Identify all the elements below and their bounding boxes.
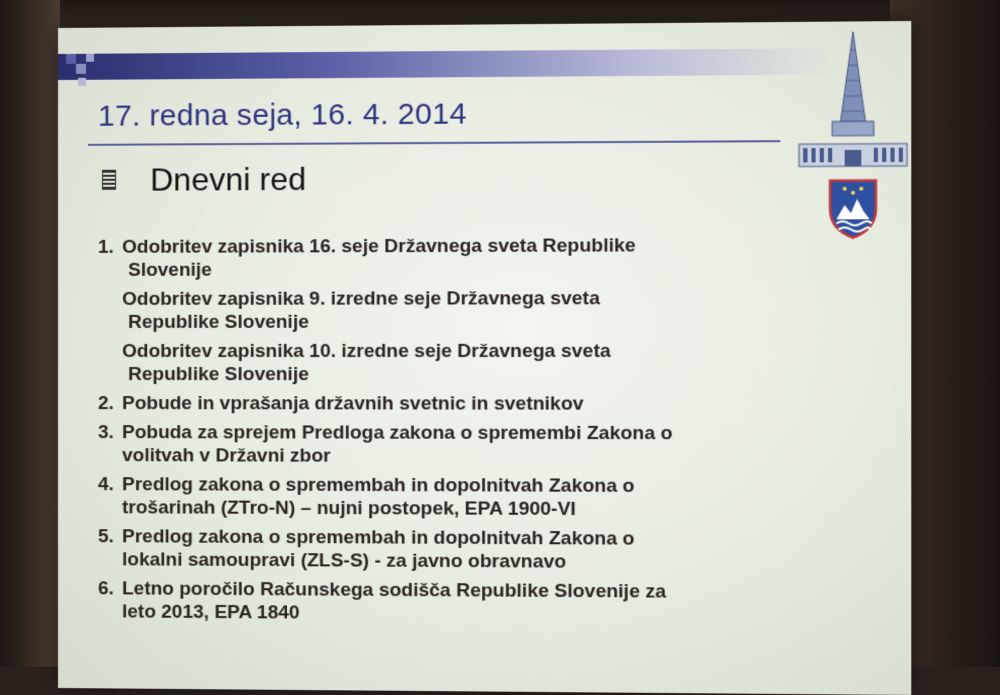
title-divider (88, 140, 780, 146)
pixel-decoration (76, 64, 86, 74)
slovenia-coat-of-arms-icon (830, 180, 876, 237)
pixel-decoration (86, 54, 94, 62)
room-wall-left (0, 0, 60, 667)
pixel-decoration (66, 54, 76, 64)
pixel-decoration (78, 78, 86, 86)
document-lines-icon (102, 170, 116, 190)
agenda-item: 5. Predlog zakona o spremembah in dopolnitvah Zakona o lokalni samoupravi (ZLS-S) - za javno obravnavo (98, 525, 832, 575)
agenda-item: 4. Predlog zakona o spremembah in dopolnitvah Zakona o trošarinah (ZTro-N) – nujni postopek, EPA 1900-VI (98, 473, 832, 522)
agenda-item: 3. Pobuda za sprejem Predloga zakona o spremembi Zakona o volitvah v Državni zbor (98, 421, 832, 469)
agenda-item: Odobritev zapisnika 9. izredne seje Državnega sveta Republike Slovenije (98, 287, 832, 334)
parliament-building-logo (791, 29, 912, 244)
slide-header-bar (58, 48, 832, 80)
agenda-item: 2. Pobude in vprašanja državnih svetnic in svetnikov (98, 392, 832, 416)
agenda-item: 6. Letno poročilo Računskega sodišča Republike Slovenije za leto 2013, EPA 1840 (98, 577, 832, 628)
agenda-list (98, 234, 832, 635)
projection-screen (58, 21, 911, 695)
agenda-item: Odobritev zapisnika 10. izredne seje Državnega sveta Republike Slovenije (98, 340, 832, 387)
agenda-item: 1. Odobritev zapisnika 16. seje Državnega sveta Republike Slovenije (98, 234, 832, 282)
slide-title: 17. redna seja, 16. 4. 2014 (98, 97, 467, 133)
slide-heading: Dnevni red (150, 161, 306, 199)
